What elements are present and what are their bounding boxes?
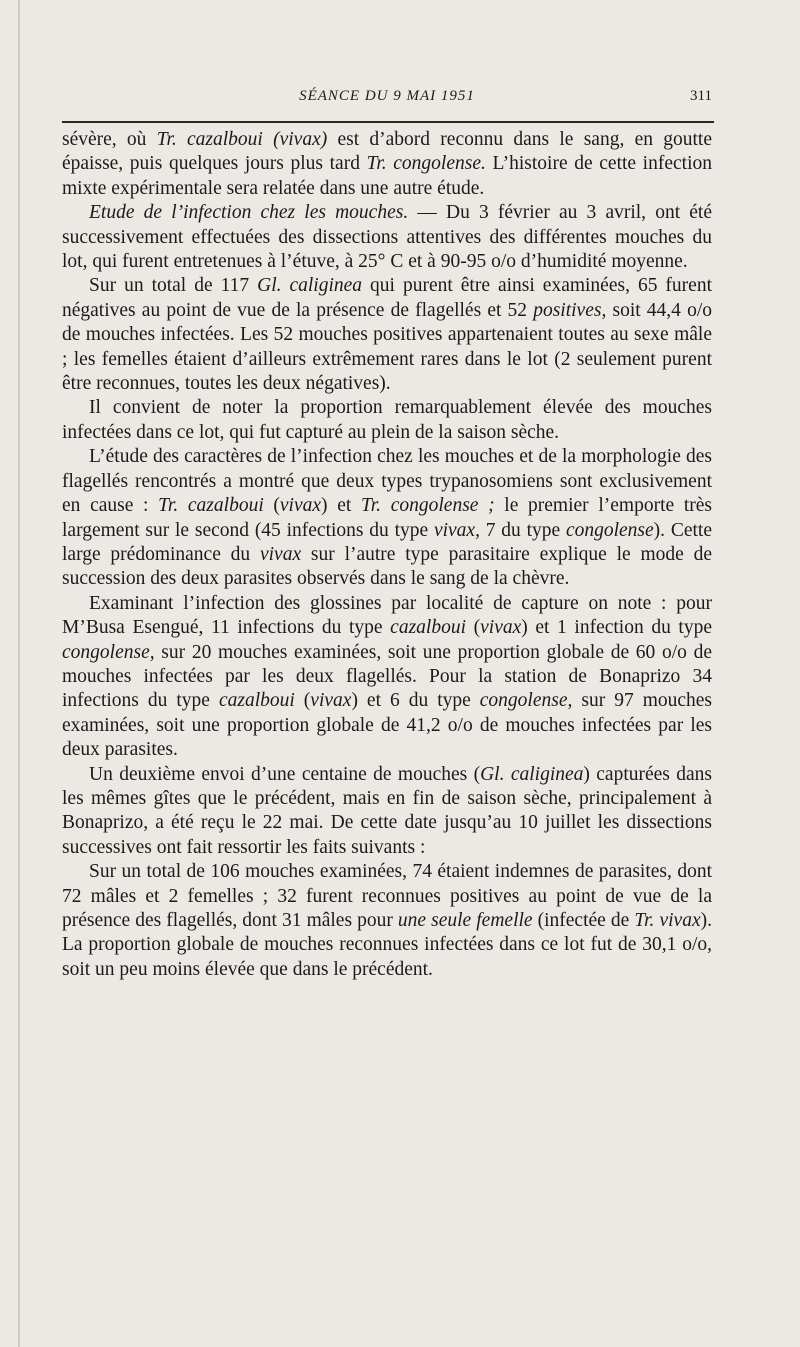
text-run: Sur un total de 117: [89, 275, 258, 297]
text-run: L’étude des caractères de l’infection chez les mouches et de la morphologie des flagellés rencontrés a montré que deux types trypanosomiens sont exclusivement en cause :: [62, 446, 712, 517]
text-run: L’histoire de cette infection mixte expérimentale sera relatée dans une autre étude.: [62, 153, 712, 199]
text-run: Il convient de noter la proportion remarquablement élevée des mouches infectées dans ce lot, qui fut capturé au plein de la saison sèche.: [62, 397, 712, 443]
text-run: 7 du type: [479, 519, 566, 541]
text-run: ) capturées dans les mêmes gîtes que le précédent, mais en fin de saison sèche, principalement à Bonaprizo, a été reçu le 22 mai. De cette date jusqu’au 10 juillet les dissections successives ont fait ressortir les faits suivants :: [62, 763, 712, 858]
text-run: sur 97 mouches examinées, soit une proportion globale de 41,2 o/o de mouches infectées par les deux parasites.: [62, 690, 713, 761]
paragraph: [62, 763, 712, 861]
italic-text: Gl. caliginea: [257, 275, 363, 297]
italic-text: vivax: [480, 617, 522, 639]
text-run: (: [294, 690, 311, 712]
paragraph: [62, 592, 712, 763]
text-run: sévère, où: [62, 129, 157, 150]
text-run: ). La proportion globale de mouches reconnues infectées dans ce lot fut de 30,1 o/o, soit un peu moins élevée que dans le précédent.: [62, 910, 712, 980]
page-edge: [18, 0, 20, 1347]
page-number: 311: [690, 88, 712, 104]
text-run: sur l’autre type parasitaire explique le mode de succession des deux parasites observés dans le sang de la chèvre.: [62, 543, 712, 590]
text-run: ) et 1 infection du type: [521, 617, 713, 639]
text-run: sur 20 mouches examinées, soit une proportion globale de 60 o/o de mouches infectées par les deux flagellés. Pour la station de Bonaprizo 34 infections du type: [62, 641, 712, 712]
italic-text: cazalboui: [390, 617, 467, 639]
italic-text: Tr. congolense ;: [360, 495, 495, 517]
text-run: Sur un total de 106 mouches examinées, 74 étaient indemnes de parasites, dont 72 mâles et 2 femelles ; 32 furent reconnues positives au point de vue de la présence des flagellés, dont 31 mâles pour: [62, 861, 712, 931]
italic-text: Tr. cazalboui (vivax): [156, 129, 328, 150]
text-run: ) et 6 du type: [351, 690, 480, 712]
paragraph: [62, 274, 712, 396]
italic-text: vivax: [279, 495, 322, 517]
text-run: (: [466, 617, 481, 639]
italic-text: Etude de l’infection chez les mouches.: [89, 202, 409, 224]
paragraph: [62, 396, 712, 445]
text-run: ) et: [321, 495, 361, 517]
italic-text: vivax,: [433, 519, 480, 541]
paragraph: [62, 445, 712, 591]
italic-text: Tr. cazalboui: [158, 495, 264, 517]
italic-text: Gl. caliginea: [480, 763, 584, 785]
text-run: ). Cette large prédominance du: [62, 519, 712, 565]
italic-text: congolense,: [62, 641, 155, 663]
italic-text: congolense: [565, 519, 654, 541]
paragraph: [62, 201, 712, 274]
italic-text: une seule femelle: [397, 910, 533, 931]
text-run: Examinant l’infection des glossines par localité de capture on note : pour M’Busa Esengué, 11 infections du type: [62, 592, 712, 639]
italic-text: congolense,: [479, 690, 573, 712]
paragraph: [62, 860, 712, 982]
header-rule: [62, 121, 714, 123]
text-run: le premier l’emporte très largement sur le second (45 infections du type: [62, 495, 712, 541]
paragraph: [62, 128, 712, 201]
italic-text: vivax: [310, 690, 352, 712]
page-body: [62, 128, 712, 982]
text-run: — Du 3 février au 3 avril, ont été successivement effectuées des dissections attentives des différentes mouches du lot, qui furent entretenues à l’étuve, à 25° C et à 90-95 o/o d’humidité moyenne.: [62, 202, 712, 273]
running-head: SÉANCE DU 9 MAI 1951: [299, 88, 475, 104]
italic-text: cazalboui: [218, 690, 295, 712]
text-run: est d’abord reconnu dans le sang, en goutte épaisse, puis quelques jours plus tard: [62, 129, 712, 175]
italic-text: Tr. congolense.: [366, 153, 486, 175]
text-run: soit 44,4 o/o de mouches infectées. Les 52 mouches positives appartenaient toutes au sexe mâle ; les femelles étaient d’ailleurs extrêmement rares dans le lot (2 seulement purent être reconnues, toutes les deux négatives).: [62, 299, 712, 395]
text-run: qui purent être ainsi examinées, 65 furent négatives au point de vue de la présence de flagellés et 52: [62, 275, 712, 321]
page-header: [62, 88, 712, 118]
italic-text: positives,: [533, 299, 607, 321]
text-run: (infectée de: [532, 910, 635, 931]
italic-text: vivax: [259, 543, 302, 565]
italic-text: Tr. vivax: [634, 910, 701, 931]
text-run: (: [263, 495, 280, 517]
text-run: Un deuxième envoi d’une centaine de mouches (: [89, 763, 481, 785]
